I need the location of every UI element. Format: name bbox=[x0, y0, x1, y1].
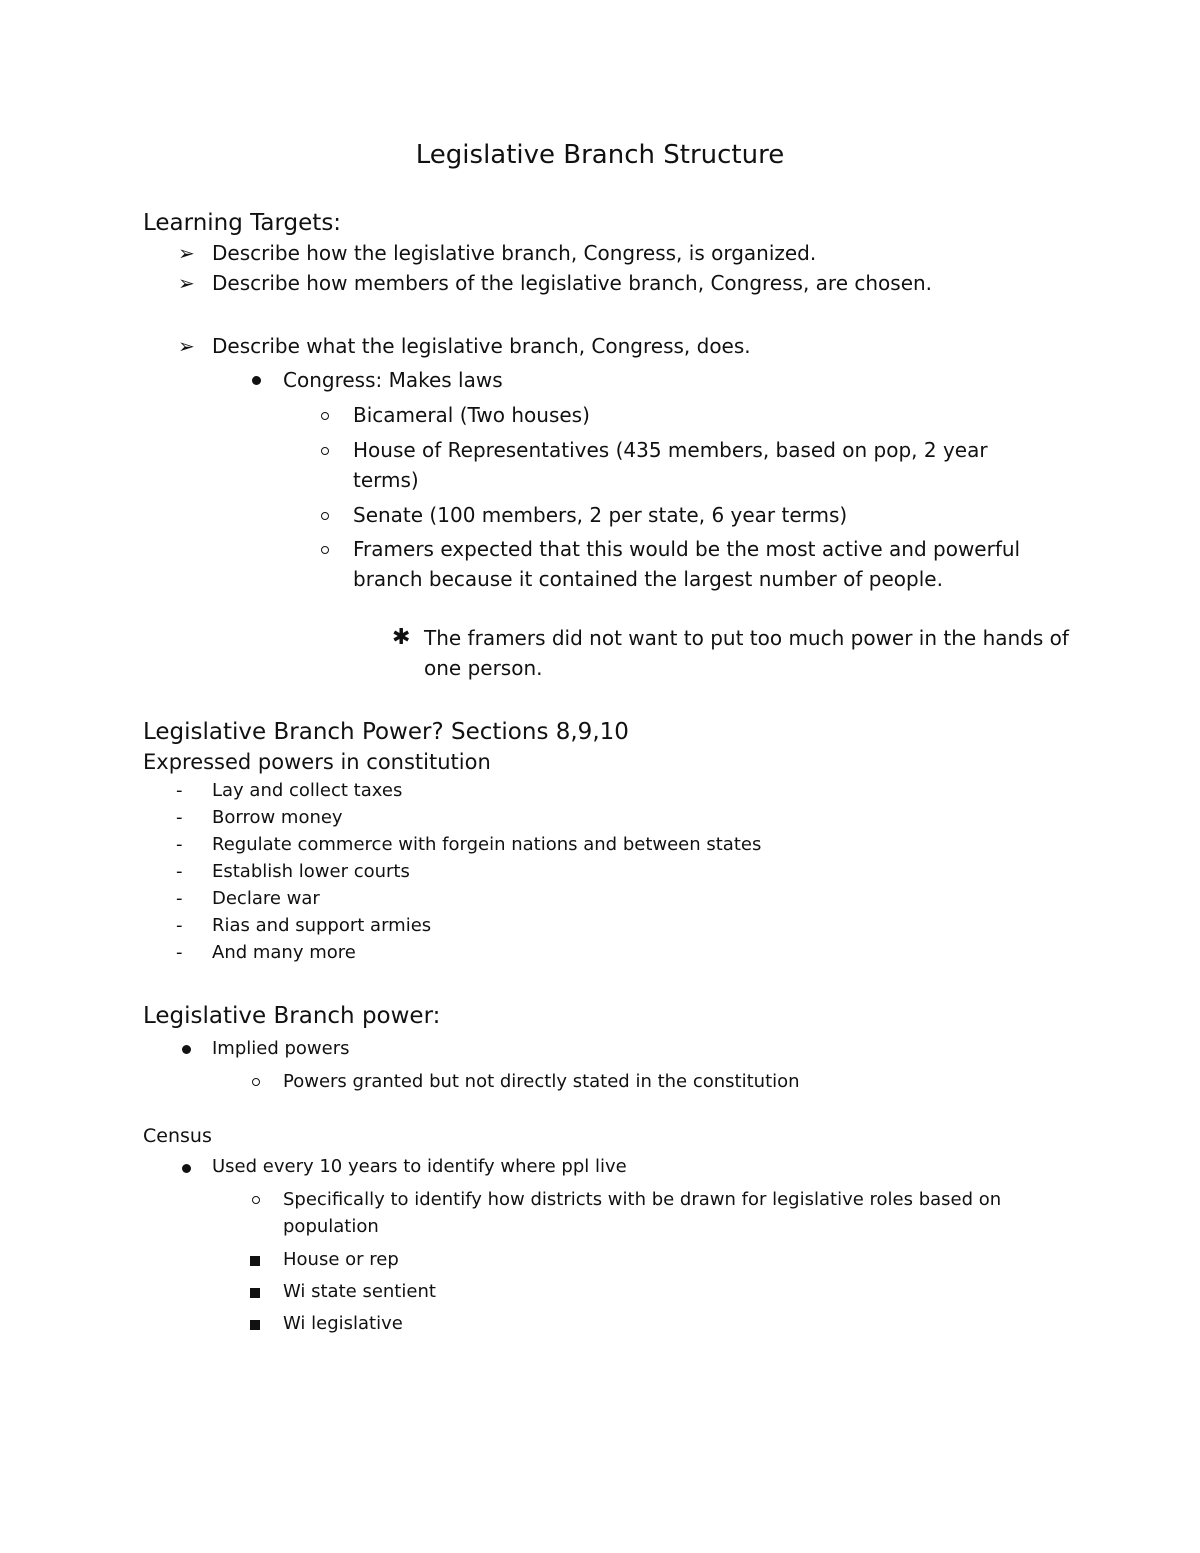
dash-bullet-icon: - bbox=[176, 807, 183, 828]
implied-item-text: Implied powers bbox=[212, 1038, 350, 1059]
asterisk-bullet-icon: ✱ bbox=[392, 625, 411, 650]
expressed-power-text: Establish lower courts bbox=[212, 861, 410, 882]
census-subitem-text: Specifically to identify how districts with be drawn for legislative roles based on population bbox=[283, 1189, 1002, 1237]
congress-label: Congress: Makes laws bbox=[283, 368, 503, 392]
filled-bullet-icon bbox=[182, 1045, 191, 1054]
dash-bullet-icon: - bbox=[176, 888, 183, 909]
learning-target-text: Describe how the legislative branch, Congress, is organized. bbox=[212, 241, 817, 265]
census-heading: Census bbox=[143, 1125, 212, 1147]
square-bullet-icon bbox=[250, 1256, 260, 1266]
expressed-power-text: Borrow money bbox=[212, 807, 343, 828]
dash-bullet-icon: - bbox=[176, 834, 183, 855]
congress-point-text: Senate (100 members, 2 per state, 6 year terms) bbox=[353, 503, 848, 527]
dash-bullet-icon: - bbox=[176, 915, 183, 936]
hollow-bullet-icon bbox=[321, 412, 329, 420]
arrowhead-bullet-icon: ➢ bbox=[178, 271, 195, 295]
dash-bullet-icon: - bbox=[176, 780, 183, 801]
expressed-power-text: And many more bbox=[212, 942, 356, 963]
implied-subitem-text: Powers granted but not directly stated in the constitution bbox=[283, 1071, 800, 1092]
hollow-bullet-icon bbox=[321, 546, 329, 554]
expressed-power-text: Lay and collect taxes bbox=[212, 780, 403, 801]
learning-target-text: Describe what the legislative branch, Congress, does. bbox=[212, 334, 751, 358]
congress-point-text: Framers expected that this would be the most active and powerful branch because it contained the largest number of people. bbox=[353, 537, 1021, 591]
census-item-text: Used every 10 years to identify where ppl live bbox=[212, 1156, 627, 1177]
implied-powers-heading: Legislative Branch power: bbox=[143, 1003, 441, 1029]
square-bullet-icon bbox=[250, 1288, 260, 1298]
learning-targets-heading: Learning Targets: bbox=[143, 210, 342, 236]
expressed-power-text: Regulate commerce with forgein nations and between states bbox=[212, 834, 762, 855]
arrowhead-bullet-icon: ➢ bbox=[178, 241, 195, 265]
hollow-bullet-icon bbox=[252, 1196, 260, 1204]
filled-bullet-icon bbox=[182, 1164, 191, 1173]
hollow-bullet-icon bbox=[321, 512, 329, 520]
dash-bullet-icon: - bbox=[176, 861, 183, 882]
arrowhead-bullet-icon: ➢ bbox=[178, 334, 195, 358]
hollow-bullet-icon bbox=[252, 1078, 260, 1086]
expressed-power-text: Rias and support armies bbox=[212, 915, 432, 936]
square-bullet-icon bbox=[250, 1320, 260, 1330]
census-point-text: House or rep bbox=[283, 1249, 399, 1270]
framers-note-text: The framers did not want to put too much power in the hands of one person. bbox=[424, 626, 1069, 680]
page-title: Legislative Branch Structure bbox=[415, 140, 785, 170]
congress-point-text: House of Representatives (435 members, based on pop, 2 year terms) bbox=[353, 438, 988, 492]
census-point-text: Wi state sentient bbox=[283, 1281, 436, 1302]
hollow-bullet-icon bbox=[321, 447, 329, 455]
census-point-text: Wi legislative bbox=[283, 1313, 403, 1334]
filled-bullet-icon bbox=[252, 376, 261, 385]
congress-point-text: Bicameral (Two houses) bbox=[353, 403, 590, 427]
learning-target-text: Describe how members of the legislative branch, Congress, are chosen. bbox=[212, 271, 933, 295]
expressed-powers-subheading: Expressed powers in constitution bbox=[143, 750, 491, 774]
power-sections-heading: Legislative Branch Power? Sections 8,9,10 bbox=[143, 719, 629, 745]
dash-bullet-icon: - bbox=[176, 942, 183, 963]
expressed-power-text: Declare war bbox=[212, 888, 320, 909]
